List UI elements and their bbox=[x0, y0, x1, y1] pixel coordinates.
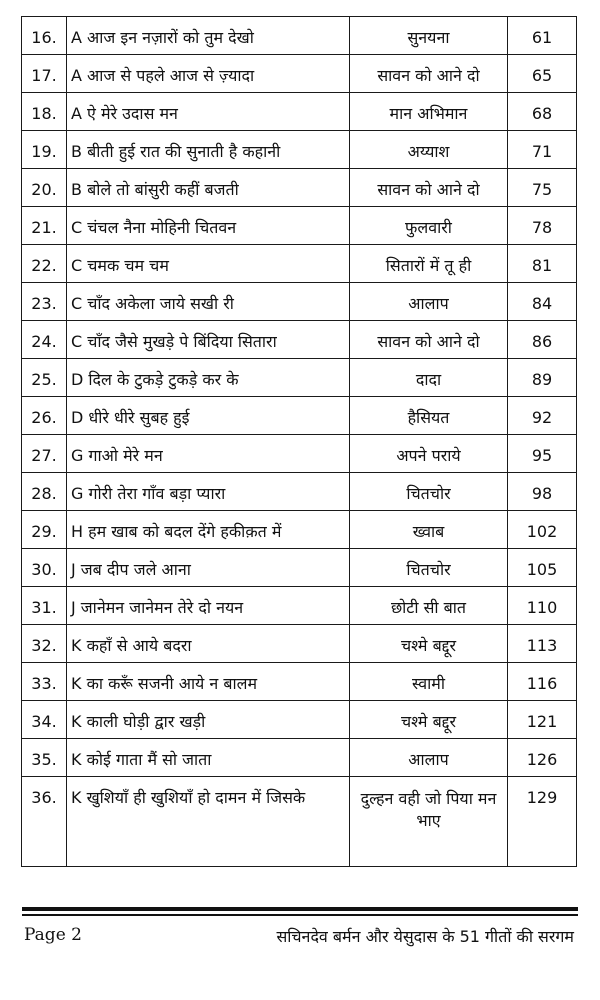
song-number: 34. bbox=[22, 701, 67, 739]
page-number: 81 bbox=[508, 245, 577, 283]
song-number: 21. bbox=[22, 207, 67, 245]
table-row bbox=[22, 93, 577, 131]
film-name: सुनयना bbox=[350, 17, 508, 55]
film-name: चितचोर bbox=[350, 473, 508, 511]
page-number: 65 bbox=[508, 55, 577, 93]
song-number: 16. bbox=[22, 17, 67, 55]
song-number: 35. bbox=[22, 739, 67, 777]
song-number: 36. bbox=[22, 777, 67, 867]
film-name: छोटी सी बात bbox=[350, 587, 508, 625]
song-number: 32. bbox=[22, 625, 67, 663]
page-number: 78 bbox=[508, 207, 577, 245]
film-name: सावन को आने दो bbox=[350, 321, 508, 359]
song-title: C चमक चम चम bbox=[67, 245, 350, 283]
song-number: 27. bbox=[22, 435, 67, 473]
table-row bbox=[22, 131, 577, 169]
film-name: स्वामी bbox=[350, 663, 508, 701]
song-number: 25. bbox=[22, 359, 67, 397]
song-number: 31. bbox=[22, 587, 67, 625]
page-number: 86 bbox=[508, 321, 577, 359]
film-name: आलाप bbox=[350, 739, 508, 777]
page-number: 126 bbox=[508, 739, 577, 777]
page-number: 98 bbox=[508, 473, 577, 511]
film-name: चश्मे बद्दूर bbox=[350, 701, 508, 739]
footer-rule-thin bbox=[22, 914, 578, 916]
song-title: C चाँद जैसे मुखड़े पे बिंदिया सितारा bbox=[67, 321, 350, 359]
page-number: 113 bbox=[508, 625, 577, 663]
page-number: 84 bbox=[508, 283, 577, 321]
page-number: 75 bbox=[508, 169, 577, 207]
film-name: सितारों में तू ही bbox=[350, 245, 508, 283]
table-row bbox=[22, 625, 577, 663]
song-number: 33. bbox=[22, 663, 67, 701]
table-row bbox=[22, 169, 577, 207]
song-number: 28. bbox=[22, 473, 67, 511]
song-number: 18. bbox=[22, 93, 67, 131]
song-title: J जब दीप जले आना bbox=[67, 549, 350, 587]
song-title: K काली घोड़ी द्वार खड़ी bbox=[67, 701, 350, 739]
film-name: ख्वाब bbox=[350, 511, 508, 549]
song-number: 26. bbox=[22, 397, 67, 435]
song-title: K का करूँ सजनी आये न बालम bbox=[67, 663, 350, 701]
page-number: 105 bbox=[508, 549, 577, 587]
table-row bbox=[22, 321, 577, 359]
song-number: 22. bbox=[22, 245, 67, 283]
film-name: चश्मे बद्दूर bbox=[350, 625, 508, 663]
table-row bbox=[22, 245, 577, 283]
table-row bbox=[22, 701, 577, 739]
song-number: 19. bbox=[22, 131, 67, 169]
page-number: 95 bbox=[508, 435, 577, 473]
film-name: मान अभिमान bbox=[350, 93, 508, 131]
page-number: 110 bbox=[508, 587, 577, 625]
page-number: 129 bbox=[508, 777, 577, 867]
table-row bbox=[22, 55, 577, 93]
film-name: अय्याश bbox=[350, 131, 508, 169]
song-title: D धीरे धीरे सुबह हुई bbox=[67, 397, 350, 435]
song-number: 23. bbox=[22, 283, 67, 321]
page-number: 61 bbox=[508, 17, 577, 55]
song-title: C चंचल नैना मोहिनी चितवन bbox=[67, 207, 350, 245]
table-row bbox=[22, 549, 577, 587]
page-number: 121 bbox=[508, 701, 577, 739]
film-name: अपने पराये bbox=[350, 435, 508, 473]
song-title: J जानेमन जानेमन तेरे दो नयन bbox=[67, 587, 350, 625]
song-index-body bbox=[22, 17, 577, 867]
song-title: K कोई गाता मैं सो जाता bbox=[67, 739, 350, 777]
table-row bbox=[22, 739, 577, 777]
song-title: H हम खाब को बदल देंगे हकीक़त में bbox=[67, 511, 350, 549]
table-row bbox=[22, 511, 577, 549]
song-number: 20. bbox=[22, 169, 67, 207]
table-row bbox=[22, 17, 577, 55]
song-title: A ऐ मेरे उदास मन bbox=[67, 93, 350, 131]
song-title: B बोले तो बांसुरी कहीं बजती bbox=[67, 169, 350, 207]
table-row bbox=[22, 397, 577, 435]
song-title: G गोरी तेरा गाँव बड़ा प्यारा bbox=[67, 473, 350, 511]
page-number: 68 bbox=[508, 93, 577, 131]
footer-rule-thick bbox=[22, 907, 578, 911]
page-number: 102 bbox=[508, 511, 577, 549]
song-title: D दिल के टुकड़े टुकड़े कर के bbox=[67, 359, 350, 397]
table-row bbox=[22, 473, 577, 511]
song-title: C चाँद अकेला जाये सखी री bbox=[67, 283, 350, 321]
film-name: चितचोर bbox=[350, 549, 508, 587]
song-title: A आज से पहले आज से ज़्यादा bbox=[67, 55, 350, 93]
song-number: 29. bbox=[22, 511, 67, 549]
song-title: A आज इन नज़ारों को तुम देखो bbox=[67, 17, 350, 55]
table-row bbox=[22, 435, 577, 473]
song-title: K खुशियाँ ही खुशियाँ हो दामन में जिसके bbox=[67, 777, 350, 867]
table-row bbox=[22, 359, 577, 397]
film-name: सावन को आने दो bbox=[350, 169, 508, 207]
film-name: दादा bbox=[350, 359, 508, 397]
page-number: 116 bbox=[508, 663, 577, 701]
film-name: सावन को आने दो bbox=[350, 55, 508, 93]
table-row bbox=[22, 283, 577, 321]
song-title: G गाओ मेरे मन bbox=[67, 435, 350, 473]
film-name: आलाप bbox=[350, 283, 508, 321]
table-row bbox=[22, 207, 577, 245]
page-number: 89 bbox=[508, 359, 577, 397]
footer-page-number: Page 2 bbox=[24, 925, 82, 945]
song-title: B बीती हुई रात की सुनाती है कहानी bbox=[67, 131, 350, 169]
film-name: फुलवारी bbox=[350, 207, 508, 245]
song-title: K कहाँ से आये बदरा bbox=[67, 625, 350, 663]
table-row bbox=[22, 663, 577, 701]
film-name: दुल्हन वही जो पिया मन भाए bbox=[350, 777, 508, 867]
page-number: 92 bbox=[508, 397, 577, 435]
footer-book-title: सचिनदेव बर्मन और येसुदास के 51 गीतों की सरगम bbox=[276, 927, 574, 946]
song-number: 17. bbox=[22, 55, 67, 93]
song-number: 24. bbox=[22, 321, 67, 359]
table-row bbox=[22, 587, 577, 625]
table-row bbox=[22, 777, 577, 867]
song-index-table bbox=[21, 16, 577, 867]
song-number: 30. bbox=[22, 549, 67, 587]
film-name: हैसियत bbox=[350, 397, 508, 435]
page-number: 71 bbox=[508, 131, 577, 169]
